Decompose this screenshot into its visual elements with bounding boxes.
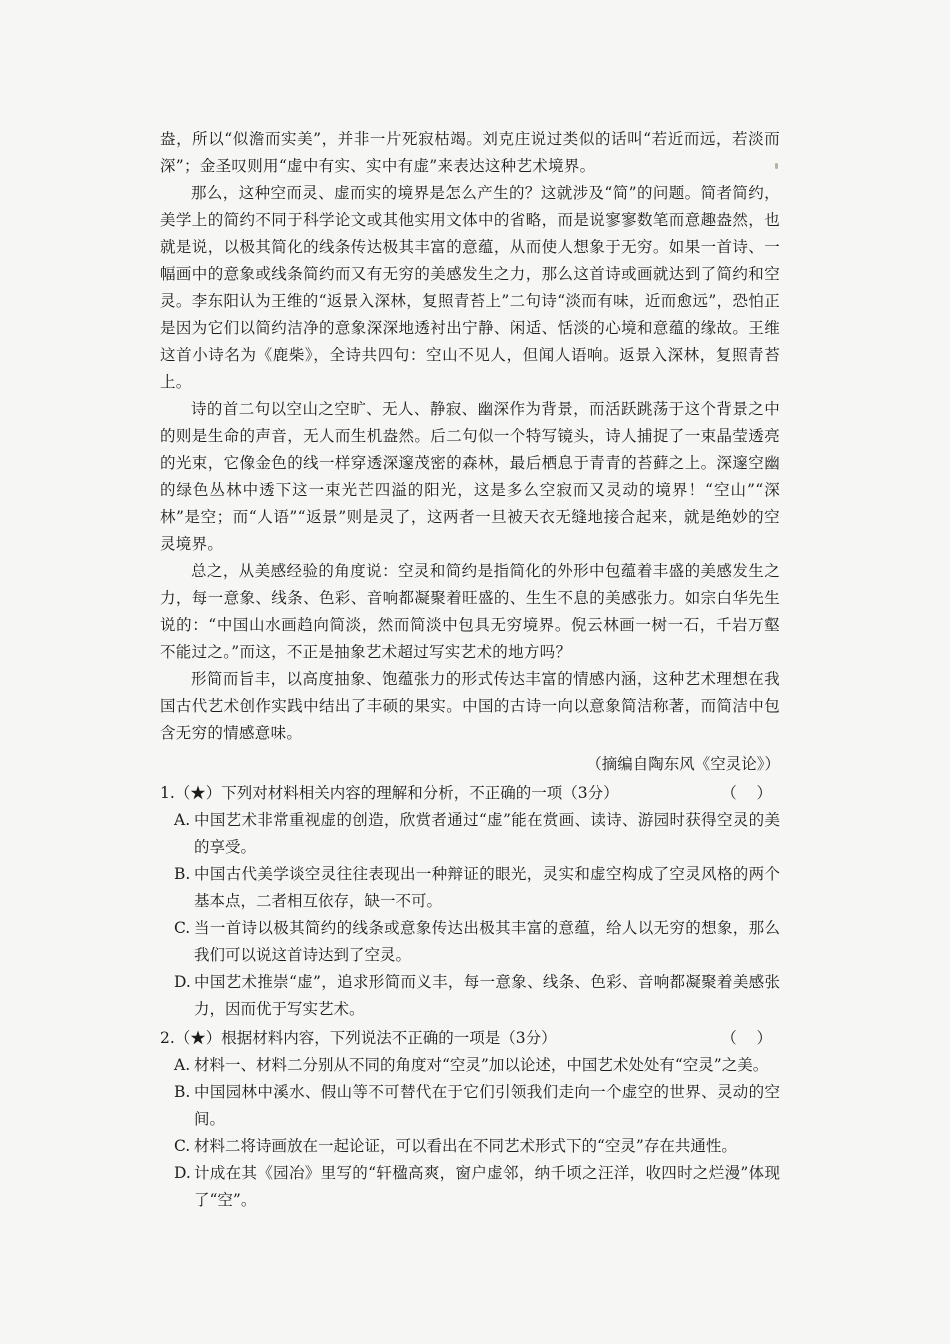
passage-paragraph-1: 盎，所以“似澹而实美”，并非一片死寂枯竭。刘克庄说过类似的话叫“若近而远，若淡而深”；金圣叹则用“虚中有实、实中有虚”来表达这种艺术境界。 [160,130,780,175]
passage-paragraph-4: 总之，从美感经验的角度说：空灵和简约是指简化的外形中包蕴着丰盛的美感发生之力，每一意象、线条、色彩、音响都凝聚着旺盛的、生生不息的美感张力。如宗白华先生说的：“中国山水画趋向简淡，然而简淡中包具无穷境界。倪云林画一树一石，千岩万壑不能过之。”而这，不正是抽象艺术超过写实艺术的地方吗？ [160,562,780,661]
option-letter: A. [174,1056,191,1074]
option-d[interactable] [174,969,780,1023]
option-letter: D. [174,973,191,991]
passage-paragraph-5: 形简而旨丰，以高度抽象、饱蕴张力的形式传达丰富的情感内涵，这种艺术理想在我国古代艺术创作实践中结出了丰硕的果实。中国的古诗一向以意象简洁称著，而简洁中包含无穷的情感意味。 [160,670,780,742]
option-b[interactable] [174,1079,780,1133]
scan-speck [775,163,778,169]
passage-paragraph-2: 那么，这种空而灵、虚而实的境界是怎么产生的？这就涉及“简”的问题。简者简约，美学上的简约不同于科学论文或其他实用文体中的省略，而是说寥寥数笔而意趣盎然，也就是说，以极其简化的线条传达极其丰富的意蕴，从而使人想象于无穷。如果一首诗、一幅画中的意象或线条简约而又有无穷的美感发生之力，那么这首诗或画就达到了简约和空灵。李东阳认为王维的“返景入深林，复照青苔上”二句诗“淡而有味，近而愈远”，恐怕正是因为它们以简约洁净的意象深深地透衬出宁静、闲适、恬淡的心境和意蕴的缘故。王维这首小诗名为《鹿柴》，全诗共四句：空山不见人，但闻人语响。返景入深林，复照青苔上。 [160,184,780,391]
option-text: 中国艺术非常重视虚的创造，欣赏者通过“虚”能在赏画、读诗、游园时获得空灵的美的享受。 [194,811,780,856]
option-letter: A. [174,811,191,829]
question-stem: 2.（★）根据材料内容，下列说法不正确的一项是（3分） [160,1029,557,1047]
option-text: 当一首诗以极其简约的线条或意象传达出极其丰富的意蕴，给人以无穷的想象，那么我们可以说这首诗达到了空灵。 [194,919,780,964]
reading-passage [160,126,780,778]
option-letter: C. [174,1137,191,1155]
option-c[interactable] [174,915,780,969]
option-text: 中国艺术推崇“虚”，追求形简而义丰，每一意象、线条、色彩、音响都凝聚着美感张力，因而优于写实艺术。 [194,973,780,1018]
option-letter: B. [174,1083,191,1101]
question-stem: 1.（★）下列对材料相关内容的理解和分析，不正确的一项（3分） [160,784,619,802]
option-text: 材料二将诗画放在一起论证，可以看出在不同艺术形式下的“空灵”存在共通性。 [194,1137,737,1155]
option-c[interactable] [174,1133,780,1160]
passage-paragraph-3: 诗的首二句以空山之空旷、无人、静寂、幽深作为背景，而活跃跳荡于这个背景之中的则是生命的声音，无人而生机盎然。后二句似一个特写镜头，诗人捕捉了一束晶莹透亮的光束，它像金色的线一样穿透深邃茂密的森林，最后栖息于青青的苔藓之上。深邃空幽的绿色丛林中透下这一束光芒四溢的阳光，这是多么空寂而又灵动的境界！“空山”“深林”是空；而“人语”“返景”则是灵了，这两者一旦被天衣无缝地接合起来，就是绝妙的空灵境界。 [160,400,780,553]
option-text: 中国园林中溪水、假山等不可替代在于它们引领我们走向一个虚空的世界、灵动的空间。 [194,1083,780,1128]
option-letter: D. [174,1164,191,1182]
option-d[interactable] [174,1160,780,1214]
option-a[interactable] [174,1052,780,1079]
option-text: 中国古代美学谈空灵往往表现出一种辩证的眼光，灵实和虚空构成了空灵风格的两个基本点，二者相互依存，缺一不可。 [194,865,780,910]
question-2 [160,1025,780,1214]
answer-blank[interactable]: （ ） [721,1029,772,1047]
answer-blank[interactable]: （ ） [721,784,772,802]
question-1 [160,780,780,1023]
passage-source: （摘编自陶东风《空灵论》） [586,755,780,773]
option-a[interactable] [174,807,780,861]
option-letter: B. [174,865,191,883]
option-text: 材料一、材料二分别从不同的角度对“空灵”加以论述，中国艺术处处有“空灵”之美。 [194,1056,769,1074]
option-letter: C. [174,919,191,937]
option-b[interactable] [174,861,780,915]
option-text: 计成在其《园冶》里写的“轩楹高爽，窗户虚邻，纳千顷之汪洋，收四时之烂漫”体现了“空”。 [194,1164,780,1209]
